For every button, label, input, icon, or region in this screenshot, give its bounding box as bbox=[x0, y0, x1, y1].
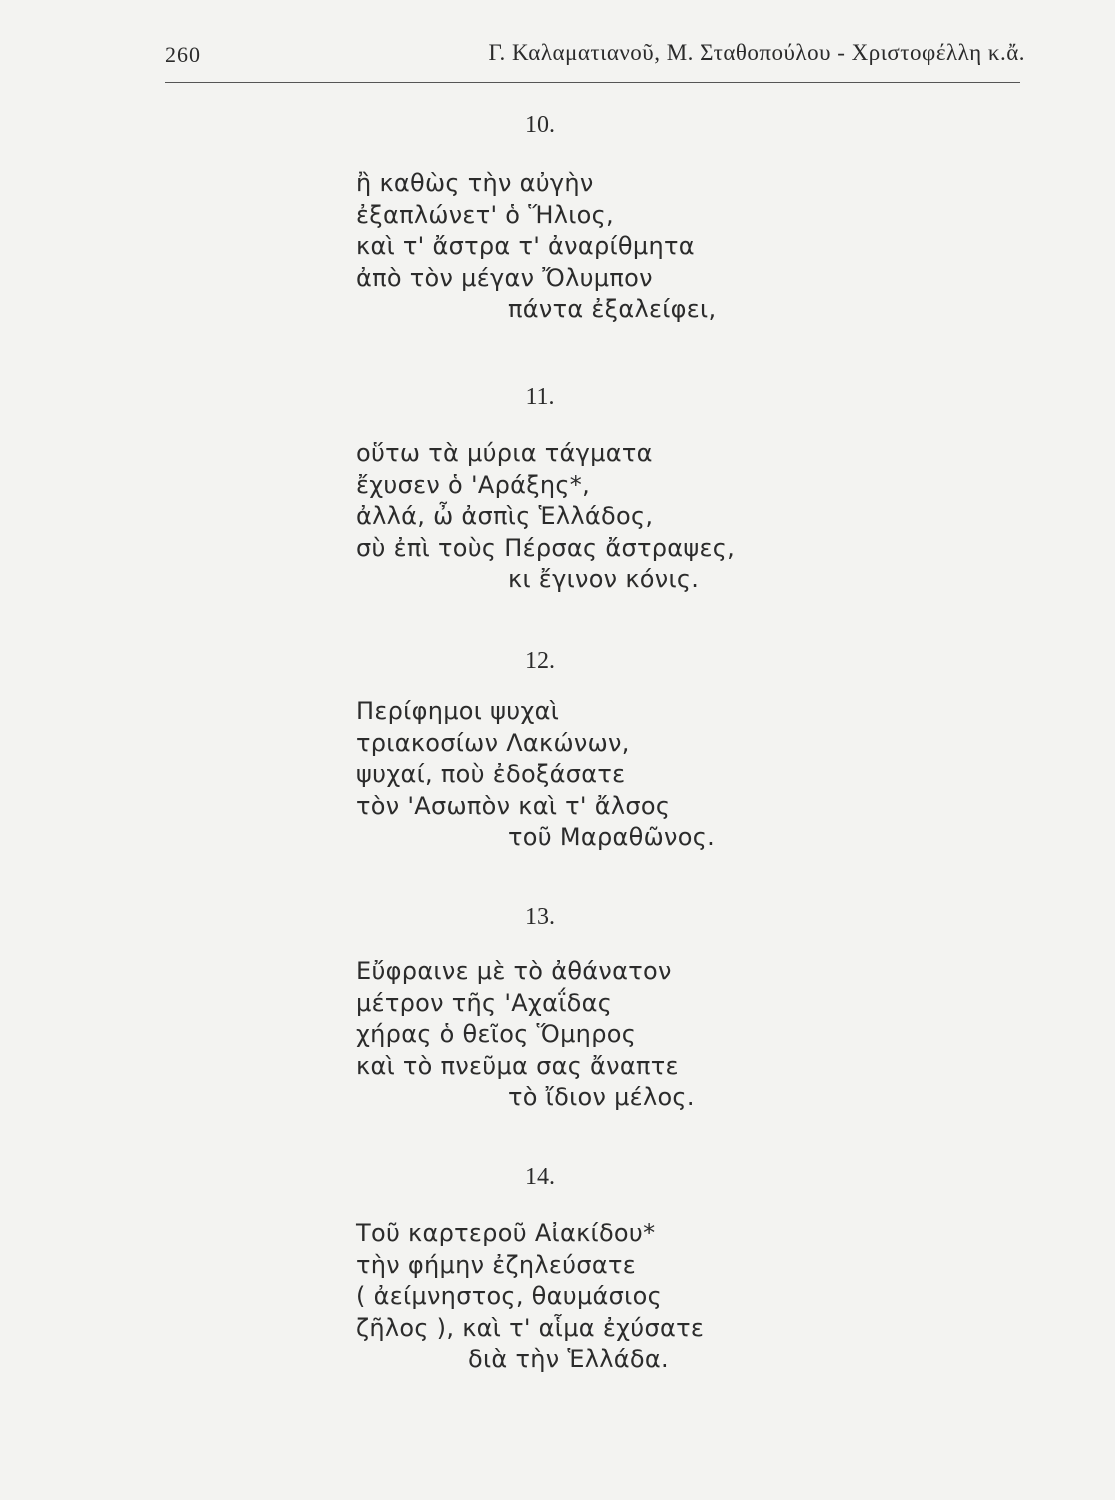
verse-line: ἀλλά, ὦ ἀσπὶς Ἑλλάδος, bbox=[356, 502, 654, 530]
stanza-number: 13. bbox=[525, 904, 555, 930]
verse-line: καὶ τὸ πνεῦμα σας ἄναπτε bbox=[356, 1051, 679, 1080]
running-head: Γ. Καλαματιανοῦ, Μ. Σταθοπούλου - Χριστοφέλλη κ.ἄ. bbox=[488, 40, 1025, 65]
verse-line: τριακοσίων Λακώνων, bbox=[356, 728, 630, 757]
verse-line: τοῦ Μαραθῶνος. bbox=[508, 823, 716, 851]
verse-line: Περίφημοι ψυχαὶ bbox=[356, 697, 560, 725]
stanza-number: 11. bbox=[525, 384, 555, 410]
verse-line: χήρας ὁ θεῖος Ὅμηρος bbox=[356, 1020, 637, 1048]
verse-line: τὴν φήμην ἐζηλεύσατε bbox=[356, 1250, 637, 1279]
verse-line: ἢ καθὼς τὴν αὐγὴν bbox=[356, 169, 594, 197]
verse-line: μέτρον τῆς 'Αχαΐδας bbox=[356, 988, 613, 1017]
verse-line: ( ἀείμνηστος, θαυμάσιος bbox=[356, 1282, 662, 1310]
verse-line: πάντα ἐξαλείφει, bbox=[508, 295, 717, 323]
stanza bbox=[356, 696, 856, 854]
stanza bbox=[356, 956, 856, 1114]
page-number: 260 bbox=[165, 42, 201, 67]
verse-line: τὸν 'Ασωπὸν καὶ τ' ἄλσος bbox=[356, 791, 671, 820]
verse-line: ζῆλος ), καὶ τ' αἷμα ἐχύσατε bbox=[356, 1313, 705, 1342]
stanza bbox=[356, 168, 856, 326]
verse-line: Τοῦ καρτεροῦ Αἰακίδου* bbox=[356, 1219, 656, 1247]
verse-line: Εὔφραινε μὲ τὸ ἀθάνατον bbox=[356, 957, 672, 985]
stanza bbox=[356, 1218, 856, 1376]
verse-line: διὰ τὴν Ἑλλάδα. bbox=[468, 1345, 669, 1373]
verse-line: ἔχυσεν ὁ 'Αράξης*, bbox=[356, 470, 591, 499]
verse-line: καὶ τ' ἄστρα τ' ἀναρίθμητα bbox=[356, 232, 695, 260]
stanza-number: 10. bbox=[525, 112, 555, 138]
verse-line: ἀπὸ τὸν μέγαν Ὄλυμπον bbox=[356, 263, 653, 292]
stanza bbox=[356, 438, 856, 596]
verse-line: ἐξαπλώνετ' ὁ Ἥλιος, bbox=[356, 200, 614, 229]
stanza-number: 14. bbox=[525, 1164, 555, 1190]
verse-line: ψυχαί, ποὺ ἐδοξάσατε bbox=[356, 760, 626, 788]
stanza-number: 12. bbox=[525, 648, 555, 674]
verse-line: τὸ ἴδιον μέλος. bbox=[508, 1083, 695, 1111]
header-rule bbox=[165, 82, 1020, 83]
verse-line: οὕτω τὰ μύρια τάγματα bbox=[356, 439, 653, 467]
verse-line: σὺ ἐπὶ τοὺς Πέρσας ἄστραψες, bbox=[356, 533, 736, 562]
verse-line: κι ἔγινον κόνις. bbox=[508, 565, 700, 593]
page-header bbox=[165, 36, 1025, 76]
